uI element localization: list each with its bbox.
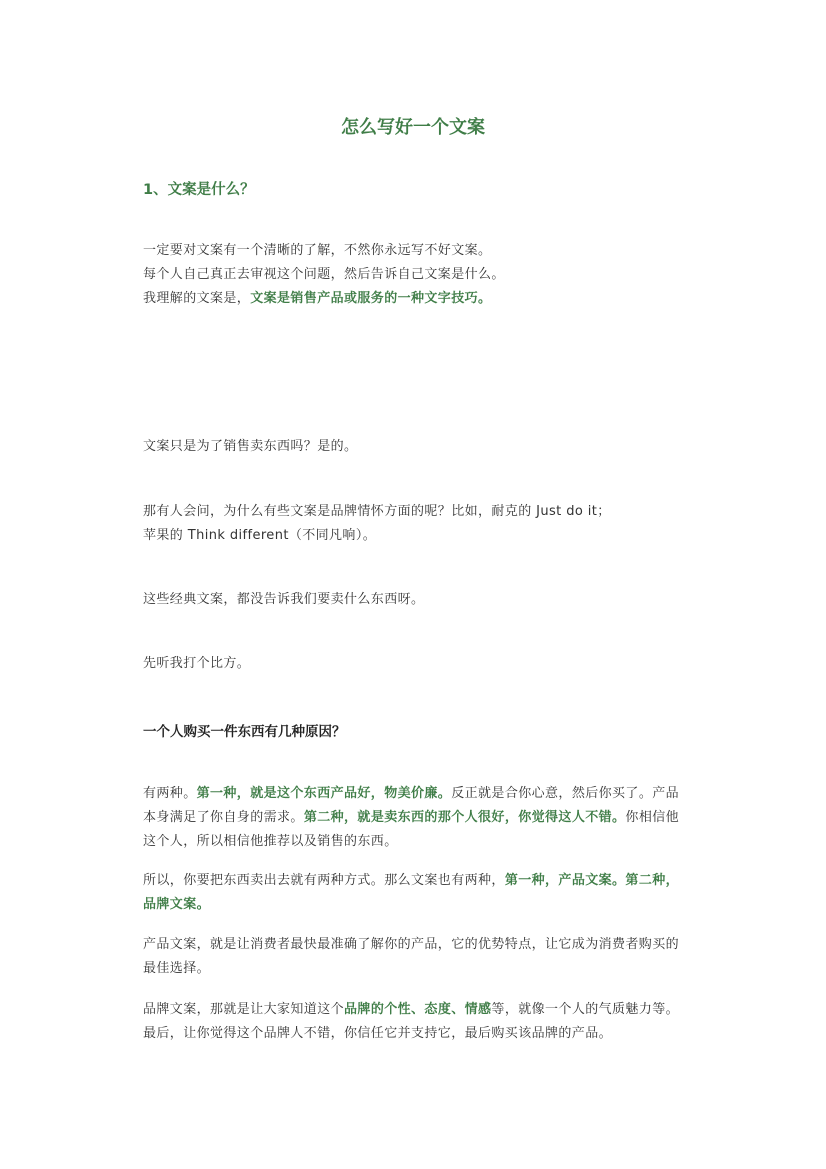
paragraph-metaphor: 先听我打个比方。 xyxy=(143,656,251,671)
reasons-intro: 有两种。 xyxy=(143,786,197,801)
definition-intro: 我理解的文案是， xyxy=(143,291,251,306)
reason-one-highlight: 第一种，就是这个东西产品好，物美价廉。 xyxy=(196,786,452,801)
brand-copy-rest: 等，就像一个人的气质魅力等。最后，让你觉得这个品牌人不错，你信任它并支持它，最后购买该品牌的产品。 xyxy=(143,1002,680,1041)
paragraph-two-reasons xyxy=(143,782,688,854)
brand-question-line-1: 那有人会问，为什么有些文案是品牌情怀方面的呢？比如，耐克的 Just do it； xyxy=(143,504,611,519)
definition-highlight: 文案是销售产品或服务的一种文字技巧。 xyxy=(250,291,492,306)
paragraph-product-copy: 产品文案，就是让消费者最快最准确了解你的产品，它的优势特点，让它成为消费者购买的最佳选择。 xyxy=(143,937,680,976)
copy-types-highlight: 第一种，产品文案。第二种，品牌文案。 xyxy=(143,873,680,912)
reason-one-text: 反正就是合你心意，然后你买了。产品本身满足了你自身的需求。 xyxy=(143,786,680,825)
brand-copy-intro: 品牌文案，那就是让大家知道这个 xyxy=(143,1002,345,1017)
document-title: 怎么写好一个文案 xyxy=(341,117,485,138)
definition-line-1: 一定要对文案有一个清晰的了解，不然你永远写不好文案。 xyxy=(143,243,492,258)
paragraph-brand-copy xyxy=(143,998,688,1046)
reason-two-text: 你相信他这个人，所以相信他推荐以及销售的东西。 xyxy=(143,810,680,849)
reason-two-highlight: 第二种，就是卖东西的那个人很好，你觉得这人不错。 xyxy=(303,810,626,825)
paragraph-definition xyxy=(143,239,688,311)
definition-line-3 xyxy=(143,287,688,311)
paragraph-classic-copy: 这些经典文案，都没告诉我们要卖什么东西呀。 xyxy=(143,592,425,607)
section-heading-buy-reasons: 一个人购买一件东西有几种原因？ xyxy=(143,724,346,740)
section-heading-what-is-copy: 1、文案是什么？ xyxy=(143,182,255,198)
paragraph-only-selling: 文案只是为了销售卖东西吗？是的。 xyxy=(143,439,358,454)
paragraph-brand-question xyxy=(143,500,688,548)
definition-line-2: 每个人自己真正去审视这个问题，然后告诉自己文案是什么。 xyxy=(143,267,505,282)
brand-question-line-2: 苹果的 Think different（不同凡响）。 xyxy=(143,528,377,543)
brand-copy-highlight: 品牌的个性、态度、情感 xyxy=(344,1002,492,1017)
paragraph-two-copy-types xyxy=(143,869,688,917)
copy-types-intro: 所以，你要把东西卖出去就有两种方式。那么文案也有两种， xyxy=(143,873,505,888)
